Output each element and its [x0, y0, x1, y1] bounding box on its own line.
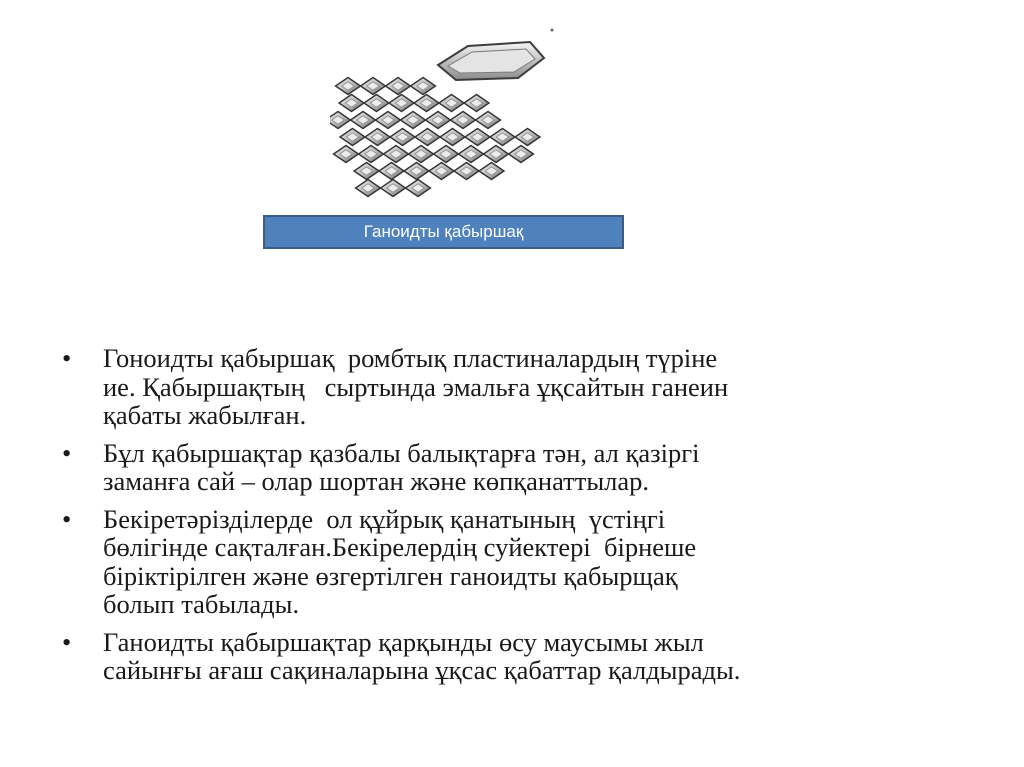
- scale-grid: [330, 78, 540, 197]
- bullet-dot-icon: •: [62, 343, 72, 373]
- bullet-text-line: заманға сай – олар шортан және көпқанаттылар.: [103, 466, 650, 496]
- bullet-dot-icon: •: [62, 437, 72, 468]
- bullet-item: [62, 344, 962, 430]
- bullet-text-line: Бұл қабыршақтар қазбалы балықтарға тән, ал қазіргі: [103, 437, 700, 468]
- bullet-text-line: Бекіретәрізділерде ол құйрық қанатының үстіңгі: [103, 503, 666, 534]
- bullet-text-line: бөлігінде сақталған.Бекірелердің суйектері бірнеше: [103, 532, 697, 562]
- bullet-dot-icon: •: [62, 626, 72, 657]
- bullet-list: [62, 344, 962, 694]
- bullet-text-line: Ганоидты қабыршақтар қарқынды өсу маусымы жыл: [103, 626, 704, 657]
- figure-caption: Ганоидты қабыршақ: [263, 215, 624, 249]
- bullet-text-line: Гоноидты қабыршақ ромбтық пластиналардың түріне: [103, 343, 718, 373]
- bullet-item: [62, 505, 962, 619]
- bullet-item: [62, 439, 962, 496]
- bullet-text-line: ие. Қабыршақтың сыртында эмальға ұқсайтын ганеин: [103, 371, 729, 402]
- bullet-text-line: біріктірілген және өзгертілген ганоидты қабырщақ: [103, 560, 678, 591]
- ganoid-scales-illustration: [330, 20, 560, 210]
- loose-scale: [438, 29, 554, 81]
- bullet-item: [62, 628, 962, 685]
- bullet-text-line: қабаты жабылған.: [103, 400, 307, 430]
- bullet-text-line: сайынғы ағаш сақиналарына ұқсас қабаттар қалдырады.: [103, 655, 741, 685]
- bullet-text-line: болып табылады.: [103, 589, 300, 619]
- bullet-dot-icon: •: [62, 503, 72, 534]
